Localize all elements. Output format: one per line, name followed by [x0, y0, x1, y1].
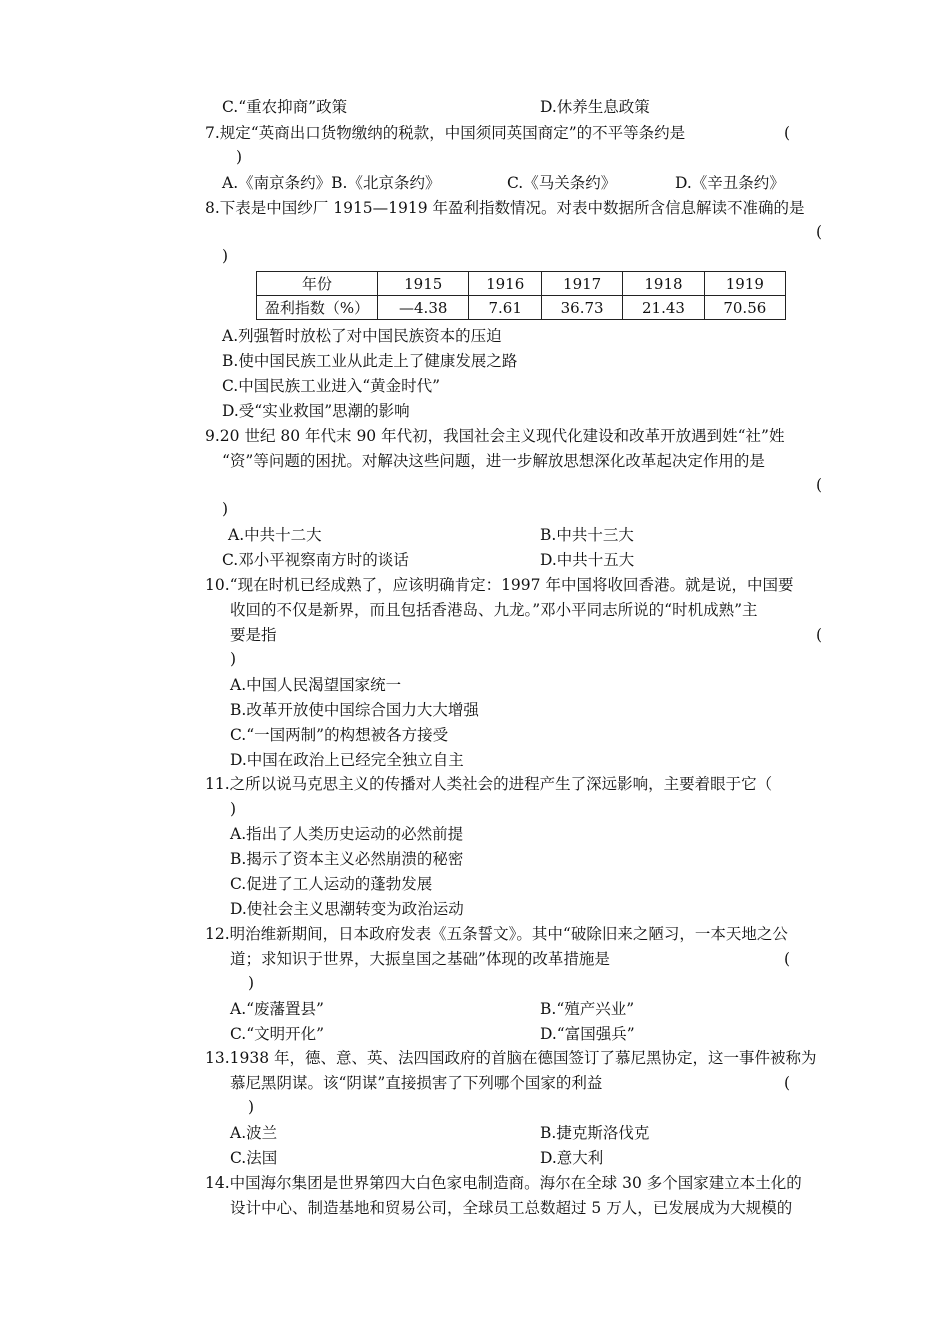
table-row-label: 盈利指数（%） [257, 296, 378, 320]
q10-option-d: D.中国在政治上已经完全独立自主 [230, 751, 464, 769]
q10-paren-close: ) [230, 650, 237, 668]
q9-option-a: A.中共十二大 [228, 526, 322, 544]
q13-option-d: D.意大利 [540, 1149, 604, 1167]
q11-option-a: A.指出了人类历史运动的必然前提 [230, 825, 464, 843]
q12-option-b: B.“殖产兴业” [540, 1000, 635, 1018]
table-header-label: 年份 [257, 272, 378, 296]
q12-line2: 道；求知识于世界，大振皇国之基础”体现的改革措施是 [230, 950, 610, 968]
q8-option-a: A.列强暂时放松了对中国民族资本的压迫 [222, 327, 502, 345]
table-value-cell: —4.38 [378, 296, 469, 320]
table-value-cell: 70.56 [704, 296, 785, 320]
q11-option-c: C.促进了工人运动的蓬勃发展 [230, 875, 433, 893]
q10-line1: 10.“现在时机已经成熟了，应该明确肯定：1997 年中国将收回香港。就是说，中国要 [205, 576, 794, 594]
q8-option-b: B.使中国民族工业从此走上了健康发展之路 [222, 352, 518, 370]
q7-option-d: D.《辛丑条约》 [675, 174, 785, 192]
q7-paren-open: ( [784, 124, 791, 142]
profit-index-table [256, 271, 786, 320]
q13-paren-open: ( [784, 1074, 791, 1092]
q8-paren-open: ( [816, 223, 823, 241]
q8-option-c: C.中国民族工业进入“黄金时代” [222, 377, 441, 395]
q14-line2: 设计中心、制造基地和贸易公司，全球员工总数超过 5 万人，已发展成为大规模的 [230, 1199, 793, 1217]
table-row [257, 272, 786, 296]
table-value-cell: 36.73 [541, 296, 622, 320]
q13-line1: 13.1938 年，德、意、英、法四国政府的首脑在德国签订了慕尼黑协定，这一事件被称为 [205, 1049, 817, 1067]
q9-paren-close: ) [222, 500, 229, 518]
q11-paren-close: ) [230, 800, 237, 818]
q13-option-c: C.法国 [230, 1149, 278, 1167]
q12-option-d: D.“富国强兵” [540, 1025, 635, 1043]
table-year-cell: 1917 [541, 272, 622, 296]
q11-line1: 11.之所以说马克思主义的传播对人类社会的进程产生了深远影响，主要着眼于它（ [205, 775, 773, 793]
q9-line1: 9.20 世纪 80 年代末 90 年代初，我国社会主义现代化建设和改革开放遇到姓“社”姓 [205, 427, 785, 445]
q8-paren-close: ) [222, 247, 229, 265]
q11-option-b: B.揭示了资本主义必然崩溃的秘密 [230, 850, 464, 868]
q10-line2: 收回的不仅是新界，而且包括香港岛、九龙。”邓小平同志所说的“时机成熟”主 [230, 601, 758, 619]
q6-option-d: D.休养生息政策 [540, 98, 650, 116]
q7-option-c: C.《马关条约》 [507, 174, 617, 192]
table-row [257, 296, 786, 320]
q9-line2: “资”等问题的困扰。对解决这些问题，进一步解放思想深化改革起决定作用的是 [222, 452, 765, 470]
q10-option-c: C.“一国两制”的构想被各方接受 [230, 726, 449, 744]
q12-paren-open: ( [784, 950, 791, 968]
q8-stem: 8.下表是中国纱厂 1915—1919 年盈利指数情况。对表中数据所含信息解读不准确的是 [205, 199, 805, 217]
q9-paren-open: ( [816, 476, 823, 494]
q11-option-d: D.使社会主义思潮转变为政治运动 [230, 900, 464, 918]
q9-option-d: D.中共十五大 [540, 551, 635, 569]
q12-paren-close: ) [248, 974, 255, 992]
table-year-cell: 1918 [623, 272, 704, 296]
q7-stem: 7.规定“英商出口货物缴纳的税款，中国须同英国商定”的不平等条约是 [205, 124, 686, 142]
q13-option-a: A.波兰 [230, 1124, 278, 1142]
q12-line1: 12.明治维新期间，日本政府发表《五条誓文》。其中“破除旧来之陋习，一本天地之公 [205, 925, 788, 943]
table-year-cell: 1915 [378, 272, 469, 296]
q9-option-c: C.邓小平视察南方时的谈话 [222, 551, 409, 569]
q7-paren-close: ) [236, 148, 243, 166]
q7-option-ab: A.《南京条约》B.《北京条约》 [222, 174, 441, 192]
q12-option-a: A.“废藩置县” [230, 1000, 324, 1018]
q10-paren-open: ( [816, 626, 823, 644]
q13-line2: 慕尼黑阴谋。该“阴谋”直接损害了下列哪个国家的利益 [230, 1074, 603, 1092]
table-year-cell: 1919 [704, 272, 785, 296]
q10-line3: 要是指 [230, 626, 277, 644]
q6-option-c: C.“重农抑商”政策 [222, 98, 348, 116]
q13-option-b: B.捷克斯洛伐克 [540, 1124, 650, 1142]
table-value-cell: 7.61 [469, 296, 542, 320]
q12-option-c: C.“文明开化” [230, 1025, 325, 1043]
q14-line1: 14.中国海尔集团是世界第四大白色家电制造商。海尔在全球 30 多个国家建立本土化的 [205, 1174, 802, 1192]
q13-paren-close: ) [248, 1098, 255, 1116]
q10-option-a: A.中国人民渴望国家统一 [230, 676, 402, 694]
q10-option-b: B.改革开放使中国综合国力大大增强 [230, 701, 479, 719]
q9-option-b: B.中共十三大 [540, 526, 634, 544]
q8-option-d: D.受“实业救国”思潮的影响 [222, 402, 410, 420]
table-value-cell: 21.43 [623, 296, 704, 320]
table-year-cell: 1916 [469, 272, 542, 296]
